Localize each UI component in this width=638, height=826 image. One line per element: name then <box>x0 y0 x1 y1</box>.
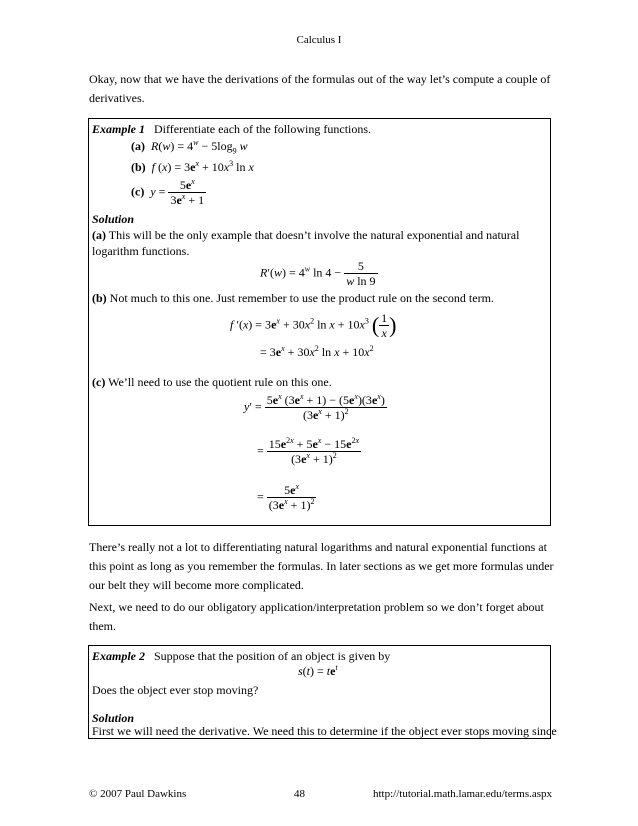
middle-paragraph-1 <box>89 538 559 595</box>
example-2-question: Does the object ever stop moving? <box>92 683 259 697</box>
example-1-label: Example 1 <box>92 122 145 136</box>
sol-a-text-1: This will be the only example that doesn’t involve the natural exponential and natural <box>106 228 520 242</box>
sol-b-text: Not much to this one. Just remember to use the product rule on the second term. <box>106 291 494 305</box>
example-1-box <box>88 118 551 526</box>
intro-line-2: derivatives. <box>89 91 145 105</box>
middle-line-5: them. <box>89 619 116 633</box>
example-2-label: Example 2 <box>92 649 145 663</box>
part-a-tag: (a) <box>131 139 145 153</box>
example-2-equation: $s(t) = te^t$ <box>298 663 338 678</box>
example-1-heading <box>92 122 371 137</box>
part-c-tag: (c) <box>131 184 145 199</box>
middle-line-3: our belt they will become more complicated. <box>89 578 304 592</box>
sol-a-text-2: logarithm functions. <box>92 244 190 258</box>
sol-c-equation-3: = $\frac{5e^x}{(3e^x + 1)^2}$ <box>257 482 315 512</box>
middle-paragraph-2 <box>89 598 559 636</box>
intro-line-1: Okay, now that we have the derivations of the formulas out of the way let’s compute a couple of <box>89 72 551 86</box>
intro-paragraph <box>89 70 559 108</box>
middle-line-1: There’s really not a lot to differentiating natural logarithms and natural exponential functions at <box>89 540 547 554</box>
example-2-solution-text: First we will need the derivative. We need this to determine if the object ever stops moving since <box>92 724 557 738</box>
example-1-prompt: Differentiate each of the following functions. <box>154 122 372 136</box>
example-1-part-c: (c) y = $\frac{5e^x}{3e^x + 1}$ <box>131 177 205 207</box>
example-2-solution-label: Solution <box>92 711 135 725</box>
example-2-box <box>88 645 557 739</box>
sol-b-tag: (b) <box>92 291 107 305</box>
page-header-title: Calculus I <box>296 34 342 46</box>
footer-url[interactable]: http://tutorial.math.lamar.edu/terms.aspx <box>373 788 553 800</box>
sol-c-equation-2: = $\frac{15e^{2x} + 5e^x - 15e^{2x}}{(3e^x + 1)^2}$ <box>257 436 360 466</box>
footer-copyright: © 2007 Paul Dawkins <box>89 788 187 800</box>
example-1-solution <box>92 211 547 259</box>
example-1-solution-label: Solution <box>92 212 135 226</box>
middle-line-2: this point as long as you remember the formulas. In later sections as we get more formulas under <box>89 559 554 573</box>
sol-a-equation: $R'(w) = 4^w$ ln 4 − $\frac{5}{\text{w ln 9}}$ <box>260 259 376 288</box>
middle-line-4: Next, we need to do our obligatory application/interpretation problem so we don’t forget about <box>89 600 544 614</box>
sol-c-line <box>92 375 332 390</box>
sol-c-equation-1: y′ = $\frac{5e^x (3e^x + 1) - (5e^x)(3e^x)}{(3e^x + 1)^2}$ <box>244 392 385 422</box>
sol-b-line <box>92 291 494 306</box>
example-2-heading <box>92 649 390 664</box>
sol-c-text: We’ll need to use the quotient rule on this one. <box>105 375 332 389</box>
part-b-tag: (b) <box>131 160 146 174</box>
sol-b-equation-2: = $3e^x + 30x^2$ $\ln x + 10x^2$ <box>260 344 374 359</box>
example-2-prompt: Suppose that the position of an object is given by <box>154 649 391 663</box>
example-1-part-a: (a) $R(w) = 4^w - 5\log_9$ w <box>131 138 248 156</box>
footer-page-number: 48 <box>294 788 305 800</box>
sol-a-tag: (a) <box>92 228 106 242</box>
sol-b-equation-1: f $'(x) = 3e^x + 30x^2$ $\ln x + 10x^3$ ( $\frac{1}{x}$ ) <box>230 311 397 340</box>
sol-c-tag: (c) <box>92 375 106 389</box>
example-1-part-b: (b) f $(x) = 3e^x + 10x^3$ ln x <box>131 159 254 174</box>
